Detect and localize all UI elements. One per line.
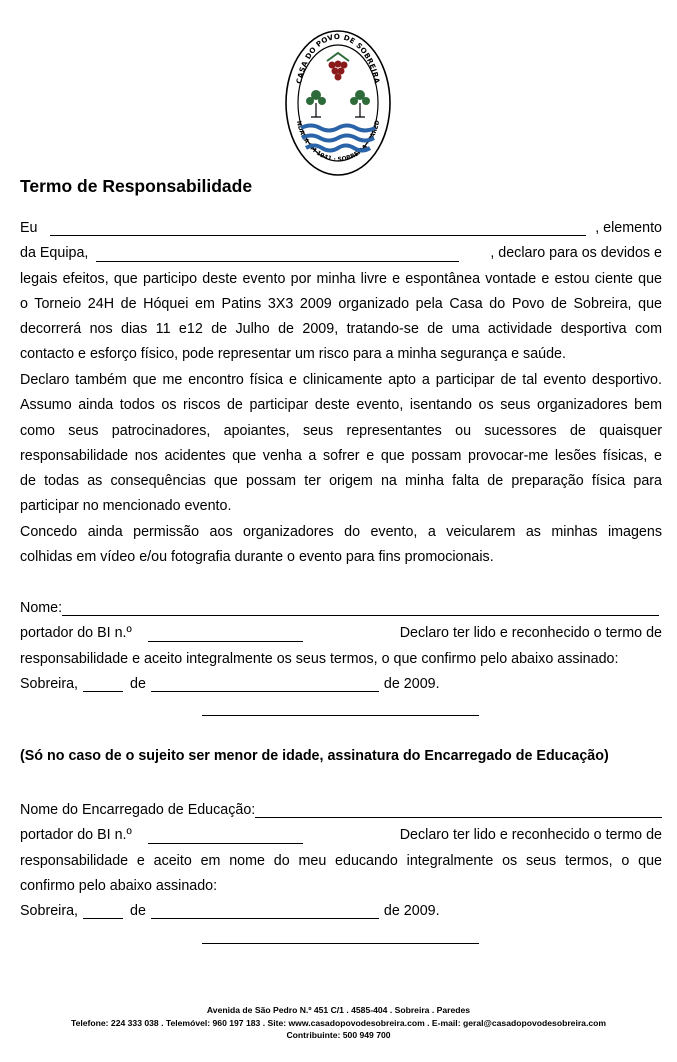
paragraph-line: responsabilidade nos acidentes que venha a sofrer e que possam provocar-me lesões físicas, e [20, 447, 662, 464]
paragraph-line: decorrerá nos dias 11 e12 de Julho de 2009, tratando-se de uma actividade desportiva com [20, 321, 662, 338]
paragraph-line: participar no mencionado evento. [20, 498, 232, 515]
paragraph-line: Concedo ainda permissão aos organizadores do evento, a veicularem as minhas imagens [20, 524, 662, 540]
paragraph-line: legais efeitos, que participo deste evento por minha livre e espontânea vontade e estou ciente que [20, 270, 662, 287]
equipa-label: da Equipa, [20, 245, 89, 262]
nome-line [20, 596, 662, 621]
month-blank[interactable] [151, 675, 379, 692]
logo-seal-icon [283, 27, 393, 177]
paragraph-line: confirmo pelo abaixo assinado: [20, 877, 218, 894]
team-blank[interactable] [96, 245, 459, 262]
guardian-signature-line[interactable] [202, 943, 479, 944]
year-text: de 2009. [383, 675, 440, 692]
paragraph-line: Assumo ainda todos os riscos de participar deste evento, isentando os seus organizadores bem [20, 397, 662, 414]
day-blank[interactable] [83, 675, 123, 692]
guardian-nome-line [20, 798, 662, 823]
paragraph-line: Declaro também que me encontro física e clinicamente apto a participar de tal evento desportivo. [20, 372, 662, 388]
paragraph-line: o Torneio 24H de Hóquei em Patins 3X3 2009 organizado pela Casa do Povo de Sobreira, que [20, 295, 662, 312]
portador-label: portador do BI n.º [20, 625, 132, 642]
footer-contacts: Telefone: 224 333 038 . Telemóvel: 960 197 183 . Site: www.casadopovodesobreira.com . E-mail: geral@casadopovodesobreira.com [70, 1017, 607, 1028]
paragraph-line: como seus patrocinadores, apoiantes, seus representantes ou sucessores de quaisquer [20, 422, 662, 439]
eu-label: Eu [20, 220, 38, 236]
paragraph-line: responsabilidade e aceito integralmente os seus termos, o que confirmo pelo abaixo assinado: [20, 650, 619, 667]
guardian-nome-blank[interactable] [255, 801, 662, 818]
nome-label: Nome: [20, 600, 63, 616]
bi-line [20, 823, 662, 848]
paragraph-line: colhidas em vídeo e/ou fotografia durante o evento para fins promocionais. [20, 549, 494, 566]
signature-line[interactable] [202, 715, 479, 716]
portador-label: portador do BI n.º [20, 827, 132, 844]
year-text: de 2009. [383, 903, 440, 920]
declaro-text: , declaro para os devidos e [490, 245, 662, 262]
footer-nif: Contribuinte: 500 949 700 [286, 1030, 391, 1040]
eu-line [20, 216, 662, 241]
guardian-nome-label: Nome do Encarregado de Educação: [20, 802, 256, 818]
paragraph-line: responsabilidade e aceito em nome do meu educando integralmente os seus termos, o que [20, 852, 662, 869]
de-label: de [130, 675, 146, 692]
month-blank[interactable] [151, 902, 379, 919]
de-label: de [130, 903, 146, 920]
elemento-text: , elemento [595, 220, 662, 236]
bi-number-blank[interactable] [148, 827, 303, 844]
svg-text:CASA DO POVO DE SOBREIRA: CASA DO POVO DE SOBREIRA [294, 31, 382, 85]
footer-address: Avenida de São Pedro N.º 451 C/1 . 4585-404 . Sobreira . Paredes [206, 1005, 471, 1015]
name-blank[interactable] [50, 219, 586, 236]
sobreira-label: Sobreira, [20, 675, 79, 692]
day-blank[interactable] [83, 902, 123, 919]
casa-do-povo-logo [283, 27, 393, 177]
paragraph-line: de todas as consequências que possam ter origem na minha falta de preparação física para [20, 473, 662, 490]
paragraph-line: contacto e esforço físico, pode representar um risco para a minha segurança e saúde. [20, 346, 566, 363]
equipa-line [20, 241, 662, 266]
svg-text:FUNDADA EM 1941 · SOBREIRA · P: NDADA EM 1941 · SOBREIRA · PARED [294, 119, 382, 164]
bi-number-blank[interactable] [148, 625, 303, 642]
document-title: Termo de Responsabilidade [20, 176, 253, 196]
declaration-paragraph [20, 216, 662, 368]
bi-line [20, 621, 662, 646]
footer [0, 1004, 677, 1042]
date-line [20, 899, 662, 924]
minor-note: (Só no caso de o sujeito ser menor de idade, assinatura do Encarregado de Educação) [20, 748, 609, 764]
nome-blank[interactable] [62, 599, 659, 616]
guardian-form [20, 798, 662, 924]
declaro-lido-text: Declaro ter lido e reconhecido o termo de [399, 625, 662, 642]
image-permission-paragraph [20, 520, 662, 571]
declaro-lido-text: Declaro ter lido e reconhecido o termo de [399, 827, 662, 844]
date-line [20, 672, 662, 697]
participant-form [20, 596, 662, 697]
risk-paragraph [20, 368, 662, 520]
sobreira-label: Sobreira, [20, 903, 79, 920]
